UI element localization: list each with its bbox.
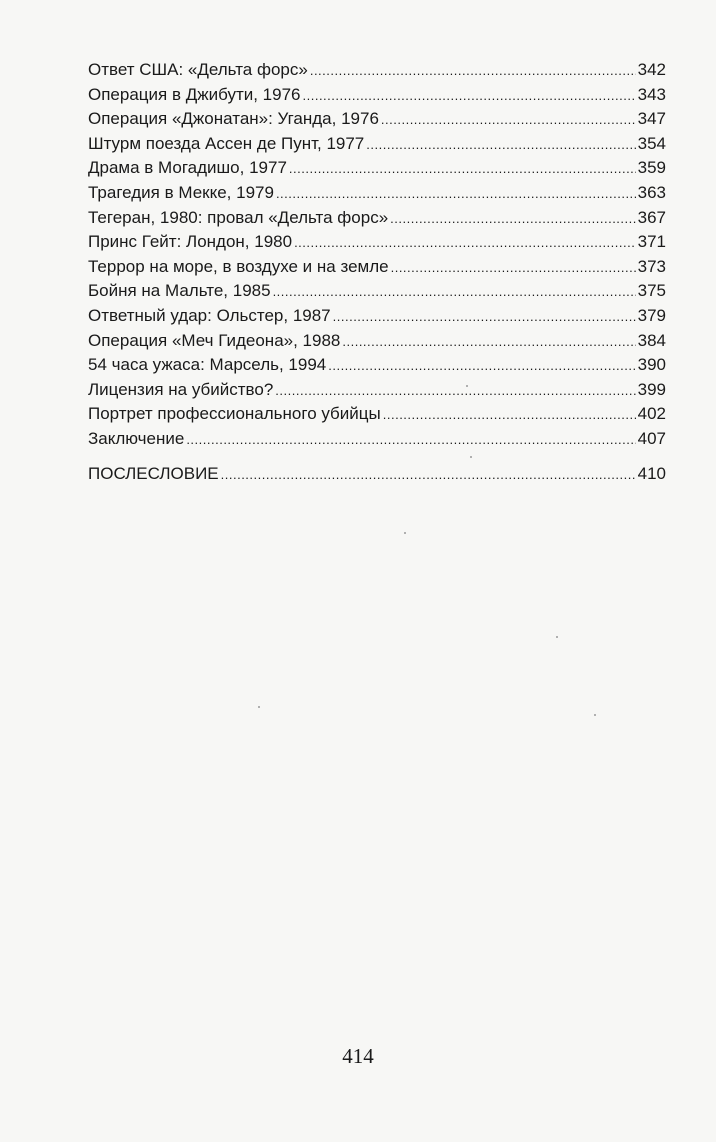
toc-entry[interactable] (88, 329, 666, 354)
toc-entry-title: Операция в Джибути, 1976 (88, 84, 301, 104)
toc-entry-title: Ответ США: «Дельта форс» (88, 60, 308, 79)
paper-speck (556, 636, 558, 638)
dot-leader (275, 378, 635, 404)
dot-leader (221, 462, 636, 488)
toc-entry-page: 390 (637, 355, 666, 375)
dot-leader (303, 83, 636, 109)
paper-speck (258, 706, 260, 708)
toc-entry-page: 379 (637, 305, 666, 325)
toc-entry-page: 347 (637, 109, 666, 129)
dot-leader (381, 107, 636, 133)
toc-entry-title: Террор на море, в воздухе и на земле (88, 256, 389, 276)
toc-entry-page: 373 (637, 256, 666, 276)
toc-entry-title: Тегеран, 1980: провал «Дельта форс» (88, 207, 389, 227)
toc-entry[interactable] (88, 255, 666, 280)
page-number: 414 (342, 1044, 374, 1068)
dot-leader (276, 181, 636, 207)
toc-entry[interactable] (88, 304, 666, 329)
dot-leader (289, 156, 636, 182)
toc-entry-title: Принс Гейт: Лондон, 1980 (88, 232, 293, 252)
toc-afterword-entry[interactable] (88, 462, 666, 487)
paper-speck (594, 714, 596, 716)
dot-leader (366, 132, 635, 158)
toc-entry-page: 354 (637, 133, 666, 153)
dot-leader (390, 206, 635, 232)
toc-entry-title: Лицензия на убийство? (88, 379, 274, 399)
toc-entry-page: 399 (637, 379, 666, 399)
paper-speck (404, 532, 406, 534)
dot-leader (342, 329, 635, 355)
toc-entry[interactable] (88, 353, 666, 378)
toc-entry-page: 384 (637, 330, 666, 350)
paper-speck (470, 456, 472, 458)
toc-entry[interactable] (88, 156, 666, 181)
paper-speck (466, 385, 468, 387)
toc-entry-title: Заключение (88, 428, 185, 448)
toc-entry-title: Драма в Могадишо, 1977 (88, 158, 287, 178)
toc-entry-title: Трагедия в Мекке, 1979 (88, 182, 274, 202)
toc-entry-title: Ответный удар: Ольстер, 1987 (88, 305, 331, 325)
table-of-contents (88, 58, 666, 486)
toc-entry-title: Портрет профессионального убийцы (88, 404, 381, 424)
toc-entry-title: Бойня на Мальте, 1985 (88, 281, 271, 301)
toc-entry-page: 342 (637, 60, 666, 79)
toc-entry-title: ПОСЛЕСЛОВИЕ (88, 463, 219, 483)
toc-entry-page: 363 (637, 182, 666, 202)
toc-entry[interactable] (88, 181, 666, 206)
toc-entry-page: 402 (637, 404, 666, 424)
toc-entry-title: Штурм поезда Ассен де Пунт, 1977 (88, 133, 365, 153)
toc-entry-page: 407 (637, 428, 666, 448)
toc-entry[interactable] (88, 206, 666, 231)
toc-entry-title: Операция «Меч Гидеона», 1988 (88, 330, 341, 350)
toc-entry[interactable] (88, 279, 666, 304)
toc-entry-page: 371 (637, 232, 666, 252)
toc-entry[interactable] (88, 83, 666, 108)
dot-leader (333, 304, 636, 330)
dot-leader (328, 353, 635, 379)
toc-entry[interactable] (88, 378, 666, 403)
dot-leader (310, 58, 636, 84)
dot-leader (294, 230, 636, 256)
toc-entry-page: 375 (637, 281, 666, 301)
dot-leader (383, 402, 636, 428)
toc-entry-title: 54 часа ужаса: Марсель, 1994 (88, 355, 327, 375)
toc-entry[interactable] (88, 402, 666, 427)
toc-entry[interactable] (88, 230, 666, 255)
toc-entry[interactable] (88, 427, 666, 452)
toc-entry-page: 359 (637, 158, 666, 178)
toc-entry-page: 367 (637, 207, 666, 227)
toc-entry-page: 343 (637, 84, 666, 104)
dot-leader (391, 255, 636, 281)
dot-leader (273, 279, 636, 305)
dot-leader (186, 427, 635, 453)
toc-entry[interactable] (88, 107, 666, 132)
toc-entry-page: 410 (637, 463, 666, 483)
toc-entry[interactable] (88, 132, 666, 157)
toc-entry-title: Операция «Джонатан»: Уганда, 1976 (88, 109, 379, 129)
toc-entry[interactable] (88, 58, 666, 83)
